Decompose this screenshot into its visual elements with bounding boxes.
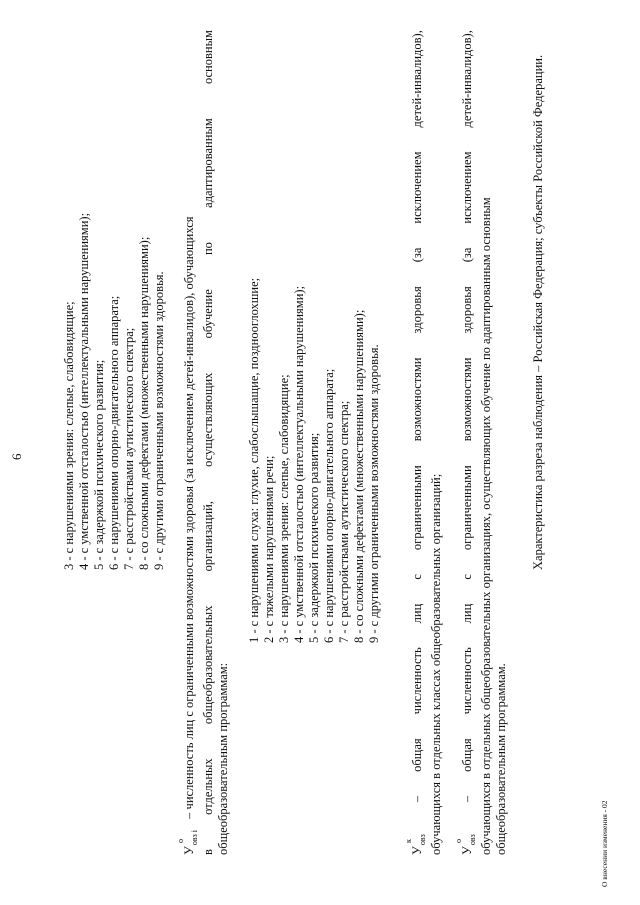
definition-oi-line1: У о $_{овз i}$ – численность лиц с ограниченными возможностями здоровья (за исключением детей-инвалидов), обучающихся	[176, 216, 199, 855]
page-number: 6	[9, 453, 24, 460]
list-item-2b: 2 - с тяжелыми нарушениями речи;	[262, 455, 276, 643]
list-item-9b: 9 - с другими ограниченными возможностями здоровья.	[367, 344, 381, 643]
definition-o-line3: общеобразовательным программам.	[494, 663, 508, 855]
list-item-9a: 9 - с другими ограниченными возможностями здоровья.	[152, 271, 166, 570]
list-item-8a: 8 - со сложными дефектами (множественными нарушениями);	[137, 236, 151, 570]
footer-note: О внесении изменения - 02	[600, 800, 609, 887]
definition-k-line1: У к $_{овз}$ – общая численность лиц с ограниченными возможностями здоровья (за исключением детей-инвалидов),	[404, 30, 427, 855]
list-item-3a: 3 - с нарушениями зрения: слепые, слабовидящие;	[62, 301, 76, 570]
list-item-5a: 5 - с задержкой психического развития;	[92, 359, 106, 570]
symbol-u-o: У о $_{овз}$	[454, 834, 477, 855]
list-item-4a: 4 - с умственной отсталостью (интеллектуальными нарушениями);	[77, 212, 91, 570]
definition-k-line2: обучающихся в отдельных классах общеобразовательных организаций;	[429, 473, 443, 855]
list-item-4b: 4 - с умственной отсталостью (интеллектуальными нарушениями);	[292, 285, 306, 643]
list-item-6b: 6 - с нарушениями опорно-двигательного аппарата;	[322, 368, 336, 643]
list-item-6a: 6 - с нарушениями опорно-двигательного аппарата;	[107, 295, 121, 570]
list-item-5b: 5 - с задержкой психического развития;	[307, 432, 321, 643]
definition-o-line2: обучающихся в отдельных общеобразовательных организациях, осуществляющих обучение по адаптированным основным	[479, 197, 493, 855]
characteristic-text: Характеристика разреза наблюдения – Российская Федерация; субъекты Российской Федерации.	[531, 54, 545, 570]
list-item-3b: 3 - с нарушениями зрения: слепые, слабовидящие;	[277, 374, 291, 643]
list-item-1b: 1 - с нарушениями слуха: глухие, слабослышащие, позднооглохшие;	[247, 277, 261, 643]
list-item-7b: 7 - с расстройствами аутистического спектра;	[337, 400, 351, 643]
definition-oi-line3: общеобразовательным программам:	[216, 662, 230, 855]
definition-o-line1: У о $_{овз}$ – общая численность лиц с ограниченными возможностями здоровья (за исключением детей-инвалидов),	[454, 30, 477, 855]
definition-oi-line2: в отдельных общеобразовательных организаций, осуществляющих обучение по адаптированным основным	[201, 30, 215, 855]
list-item-8b: 8 - со сложными дефектами (множественными нарушениями);	[352, 309, 366, 643]
symbol-u-k: У к $_{овз}$	[404, 834, 427, 855]
list-item-7a: 7 - с расстройствами аутистического спектра;	[122, 327, 136, 570]
symbol-u-oi: У о $_{овз i}$	[176, 829, 199, 855]
